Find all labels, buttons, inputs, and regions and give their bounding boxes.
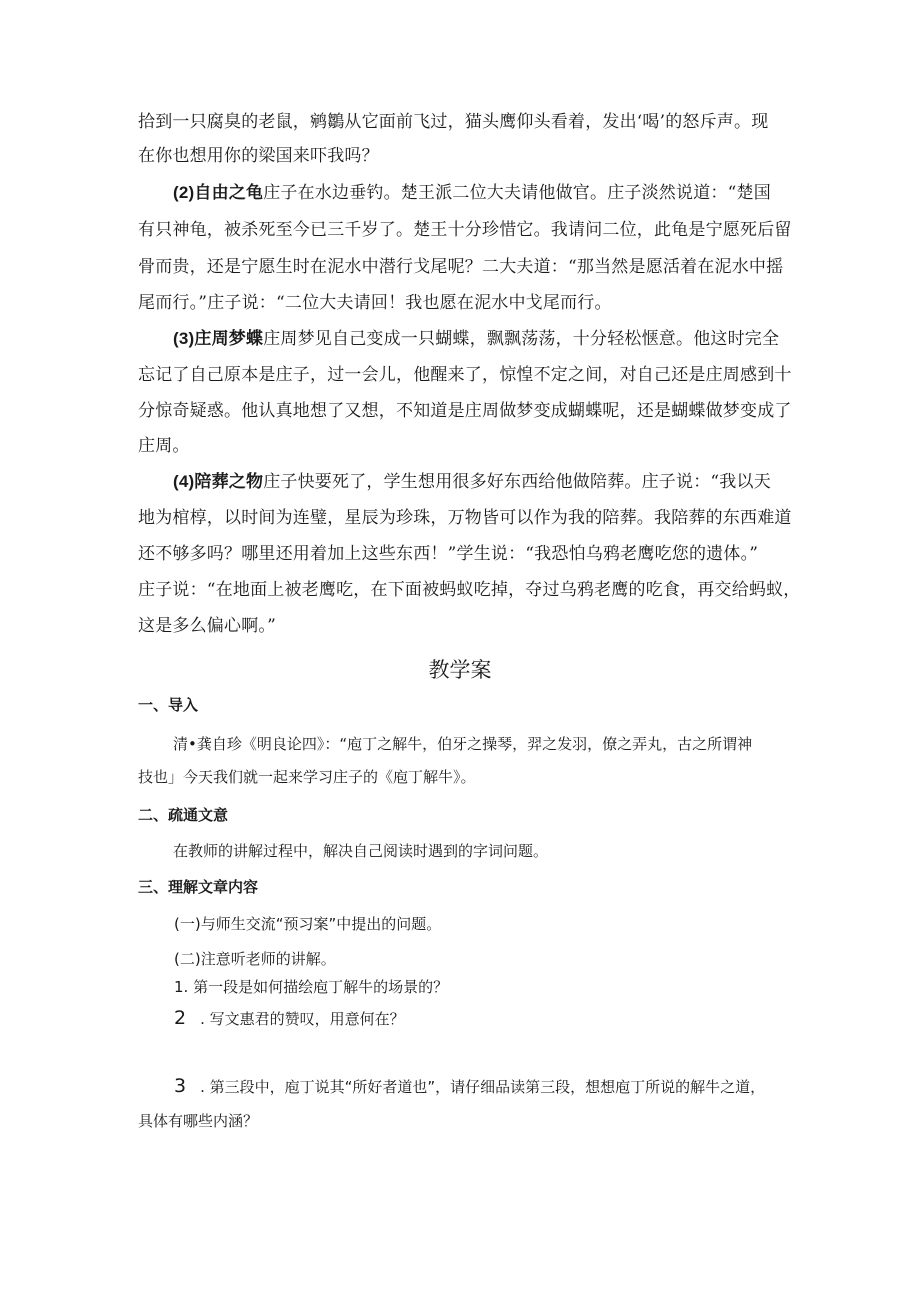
question-3-text: . 第三段中，庖丁说其“所好者道也”，请仔细品读第三段，想想庖丁所说的解牛之道， — [200, 1078, 766, 1096]
plan-title: 教学案 — [428, 658, 492, 682]
story-4-heading: 陪葬之物 — [194, 472, 264, 492]
story-4-line-3: 还不够多吗？哪里还用着加上这些东西！”学生说：“我恐怕乌鸦老鹰吃您的遗体。” — [138, 544, 759, 564]
section-1-line-2: 技也」今天我们就一起来学习庄子的《庖丁解牛》。 — [138, 768, 476, 786]
question-3-line-1 — [174, 1075, 765, 1098]
question-2 — [174, 1007, 405, 1030]
story-2-number: (2) — [173, 183, 195, 202]
section-2-heading: 二、疏通文意 — [138, 806, 229, 824]
story-2-line-2: 有只神龟，被杀死至今已三千岁了。楚王十分珍惜它。我请问二位，此龟是宁愿死后留 — [138, 220, 792, 240]
story-4-line-4: 庄子说：“在地面上被老鹰吃，在下面被蚂蚁吃掉，夺过乌鸦老鹰的吃食，再交给蚂蚁， — [138, 580, 801, 600]
intro-line-1: 拾到一只腐臭的老鼠，鹓鶵从它面前飞过，猫头鹰仰头看着，发出‘喝’的怒斥声。现 — [138, 112, 769, 132]
story-3-text: 庄周梦见自己变成一只蝴蝶，飘飘荡荡，十分轻松惬意。他这时完全 — [263, 329, 780, 349]
story-4-text: 庄子快要死了，学生想用很多好东西给他做陪葬。庄子说：“我以天 — [263, 472, 771, 492]
section-1-heading: 一、导入 — [138, 696, 199, 714]
story-3-line-3: 分惊奇疑惑。他认真地想了又想，不知道是庄周做梦变成蝴蝶呢，还是蝴蝶做梦变成了 — [138, 401, 792, 421]
story-3-line-1 — [173, 327, 779, 351]
story-4-number: (4) — [173, 472, 195, 491]
section-3-sub-2: (二)注意听老师的讲解。 — [174, 950, 336, 968]
question-2-number: 2 — [174, 1007, 187, 1029]
story-2-heading: 自由之龟 — [194, 183, 264, 203]
section-2-line-1: 在教师的讲解过程中，解决自己阅读时遇到的字词问题。 — [173, 842, 549, 860]
section-1-line-1: 清•龚自珍《明良论四》：“庖丁之解牛，伯牙之操琴，羿之发羽，僚之弄丸，古之所谓神 — [173, 735, 753, 753]
story-2-text: 庄子在水边垂钓。楚王派二位大夫请他做官。庄子淡然说道：“楚国 — [263, 183, 771, 203]
story-2-line-4: 尾而行。”庄子说：“二位大夫请回！我也愿在泥水中戈尾而行。 — [138, 293, 612, 313]
section-3-sub-1: (一)与师生交流“预习案”中提出的问题。 — [174, 915, 442, 933]
story-2-line-3: 骨而贵，还是宁愿生时在泥水中潜行戈尾呢？二大夫道：“那当然是愿活着在泥水中摇 — [138, 257, 784, 277]
question-3-number: 3 — [174, 1075, 187, 1097]
question-2-text: . 写文惠君的赞叹，用意何在？ — [200, 1010, 405, 1028]
story-4-line-2: 地为棺椁，以时间为连璧，星辰为珍珠，万物皆可以作为我的陪葬。我陪葬的东西难道 — [138, 508, 792, 528]
story-3-line-4: 庄周。 — [138, 436, 190, 456]
story-2-line-1 — [173, 181, 771, 205]
intro-line-2: 在你也想用你的梁国来吓我吗？ — [138, 146, 379, 166]
question-1: 1. 第一段是如何描绘庖丁解牛的场景的？ — [174, 978, 449, 996]
section-3-heading: 三、理解文章内容 — [138, 878, 259, 896]
story-3-line-2: 忘记了自己原本是庄子，过一会儿，他醒来了，惊惶不定之间，对自己还是庄周感到十 — [138, 365, 792, 385]
story-3-number: (3) — [173, 329, 195, 348]
story-4-line-5: 这是多么偏心啊。” — [138, 616, 276, 636]
story-4-line-1 — [173, 470, 771, 494]
story-3-heading: 庄周梦蝶 — [194, 329, 264, 349]
question-3-line-2: 具体有哪些内涵？ — [138, 1112, 259, 1130]
